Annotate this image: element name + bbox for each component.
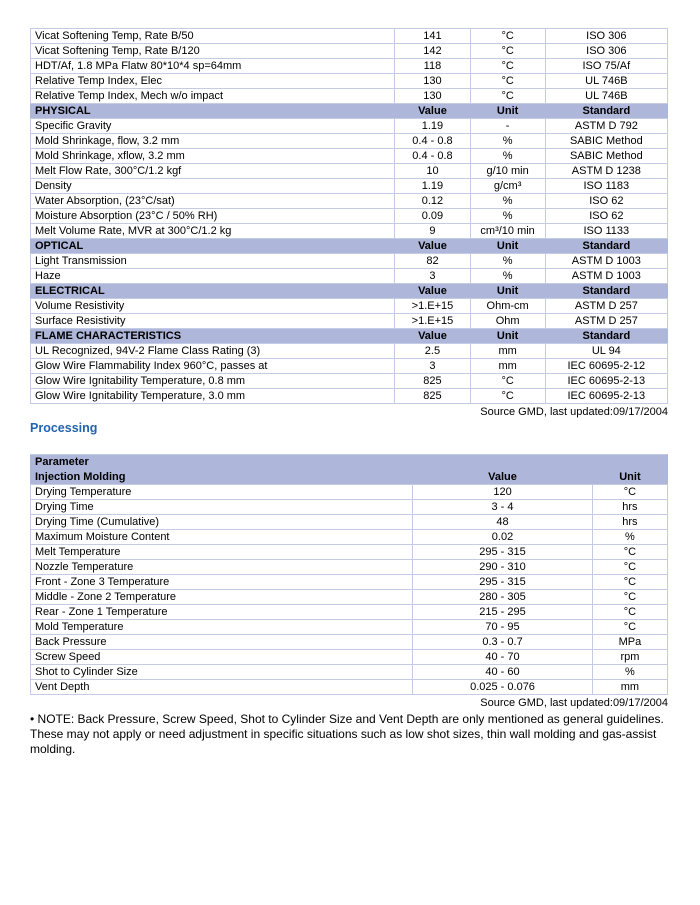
table-row: [31, 74, 668, 89]
property-value: IEC 60695-2-13: [545, 389, 667, 404]
property-name: Vicat Softening Temp, Rate B/50: [31, 29, 395, 44]
property-value: 10: [395, 164, 470, 179]
property-value: ISO 1183: [545, 179, 667, 194]
property-name: Front - Zone 3 Temperature: [31, 575, 413, 590]
property-value: 280 - 305: [413, 590, 593, 605]
table-row: [31, 374, 668, 389]
property-value: 290 - 310: [413, 560, 593, 575]
property-name: Glow Wire Flammability Index 960°C, passes at: [31, 359, 395, 374]
property-value: Ohm-cm: [470, 299, 545, 314]
property-value: °C: [592, 590, 667, 605]
column-header: Standard: [545, 104, 667, 119]
property-value: ISO 75/Af: [545, 59, 667, 74]
property-name: HDT/Af, 1.8 MPa Flatw 80*10*4 sp=64mm: [31, 59, 395, 74]
property-value: 215 - 295: [413, 605, 593, 620]
table-row: [31, 545, 668, 560]
column-header: Standard: [545, 329, 667, 344]
property-value: %: [470, 134, 545, 149]
table-row: [31, 515, 668, 530]
property-value: °C: [470, 59, 545, 74]
property-value: SABIC Method: [545, 149, 667, 164]
source-note: Source GMD, last updated:09/17/2004: [480, 406, 668, 418]
property-value: 0.4 - 0.8: [395, 134, 470, 149]
property-name: Mold Shrinkage, xflow, 3.2 mm: [31, 149, 395, 164]
property-value: IEC 60695-2-12: [545, 359, 667, 374]
property-value: SABIC Method: [545, 134, 667, 149]
table-row: [31, 530, 668, 545]
property-name: Drying Temperature: [31, 485, 413, 500]
property-value: rpm: [592, 650, 667, 665]
property-name: Drying Time: [31, 500, 413, 515]
property-name: Rear - Zone 1 Temperature: [31, 605, 413, 620]
table-row: [31, 269, 668, 284]
source-note: Source GMD, last updated:09/17/2004: [480, 697, 668, 709]
property-value: 0.025 - 0.076: [413, 680, 593, 695]
property-value: 2.5: [395, 344, 470, 359]
section-title: FLAME CHARACTERISTICS: [31, 329, 395, 344]
property-value: ISO 306: [545, 44, 667, 59]
property-name: Mold Temperature: [31, 620, 413, 635]
property-name: Glow Wire Ignitability Temperature, 3.0 mm: [31, 389, 395, 404]
section-title: OPTICAL: [31, 239, 395, 254]
property-value: 141: [395, 29, 470, 44]
property-name: Glow Wire Ignitability Temperature, 0.8 mm: [31, 374, 395, 389]
table-row: [31, 389, 668, 404]
property-value: 70 - 95: [413, 620, 593, 635]
table-row: [31, 359, 668, 374]
property-name: Maximum Moisture Content: [31, 530, 413, 545]
table-row: [31, 485, 668, 500]
table-header-row: [31, 329, 668, 344]
property-value: °C: [470, 374, 545, 389]
property-value: >1.E+15: [395, 299, 470, 314]
table-row: [31, 635, 668, 650]
property-value: mm: [470, 344, 545, 359]
property-value: 3: [395, 359, 470, 374]
property-value: %: [470, 269, 545, 284]
processing-heading: Processing: [30, 421, 98, 435]
property-name: Vicat Softening Temp, Rate B/120: [31, 44, 395, 59]
property-value: 142: [395, 44, 470, 59]
property-name: Back Pressure: [31, 635, 413, 650]
table-row: [31, 149, 668, 164]
table-row: [31, 665, 668, 680]
property-name: Nozzle Temperature: [31, 560, 413, 575]
property-value: 82: [395, 254, 470, 269]
section-title: PHYSICAL: [31, 104, 395, 119]
property-value: °C: [470, 74, 545, 89]
property-value: 130: [395, 89, 470, 104]
property-value: %: [592, 530, 667, 545]
property-value: 40 - 60: [413, 665, 593, 680]
property-value: 40 - 70: [413, 650, 593, 665]
note-text: • NOTE: Back Pressure, Screw Speed, Shot to Cylinder Size and Vent Depth are only mentioned as general guidelines. These may not apply or need adjustment in specific situations such as low shot sizes, thin wall molding and gas-assist molding.: [30, 712, 664, 756]
property-value: 3: [395, 269, 470, 284]
table-row: [31, 179, 668, 194]
property-value: Ohm: [470, 314, 545, 329]
property-value: %: [592, 665, 667, 680]
table-row: [31, 194, 668, 209]
column-header: Value: [395, 329, 470, 344]
column-header: Value: [413, 470, 593, 485]
property-value: mm: [470, 359, 545, 374]
property-value: 48: [413, 515, 593, 530]
property-value: UL 94: [545, 344, 667, 359]
property-value: g/cm³: [470, 179, 545, 194]
table-header-row: [31, 239, 668, 254]
table-row: [31, 560, 668, 575]
property-value: %: [470, 194, 545, 209]
property-value: 118: [395, 59, 470, 74]
table-row: [31, 590, 668, 605]
table-row: [31, 500, 668, 515]
property-name: Drying Time (Cumulative): [31, 515, 413, 530]
table-row: [31, 575, 668, 590]
property-name: UL Recognized, 94V-2 Flame Class Rating (3): [31, 344, 395, 359]
property-value: 0.09: [395, 209, 470, 224]
column-header: Standard: [545, 239, 667, 254]
column-header: Unit: [470, 104, 545, 119]
property-value: 120: [413, 485, 593, 500]
table-header-row: [31, 470, 668, 485]
property-value: °C: [592, 575, 667, 590]
table-row: [31, 650, 668, 665]
table-row: [31, 314, 668, 329]
table-row: [31, 344, 668, 359]
property-name: Density: [31, 179, 395, 194]
property-name: Surface Resistivity: [31, 314, 395, 329]
column-header: Unit: [470, 329, 545, 344]
property-name: Melt Flow Rate, 300°C/1.2 kgf: [31, 164, 395, 179]
section-title: Injection Molding: [31, 470, 413, 485]
property-value: 1.19: [395, 119, 470, 134]
property-name: Moisture Absorption (23°C / 50% RH): [31, 209, 395, 224]
property-name: Relative Temp Index, Mech w/o impact: [31, 89, 395, 104]
property-name: Melt Volume Rate, MVR at 300°C/1.2 kg: [31, 224, 395, 239]
property-value: MPa: [592, 635, 667, 650]
property-value: °C: [592, 620, 667, 635]
property-value: °C: [592, 560, 667, 575]
section-title: ELECTRICAL: [31, 284, 395, 299]
property-value: hrs: [592, 515, 667, 530]
table-row: [31, 119, 668, 134]
property-value: ASTM D 1238: [545, 164, 667, 179]
property-value: cm³/10 min: [470, 224, 545, 239]
property-value: g/10 min: [470, 164, 545, 179]
property-value: 0.02: [413, 530, 593, 545]
table-row: [31, 29, 668, 44]
property-value: °C: [470, 389, 545, 404]
property-value: 0.3 - 0.7: [413, 635, 593, 650]
table-row: [31, 164, 668, 179]
property-name: Specific Gravity: [31, 119, 395, 134]
property-value: %: [470, 149, 545, 164]
property-value: ISO 62: [545, 194, 667, 209]
property-value: 1.19: [395, 179, 470, 194]
property-value: °C: [592, 485, 667, 500]
property-value: IEC 60695-2-13: [545, 374, 667, 389]
table-header-row: [31, 284, 668, 299]
property-value: ASTM D 792: [545, 119, 667, 134]
property-value: ASTM D 257: [545, 299, 667, 314]
property-value: hrs: [592, 500, 667, 515]
property-name: Shot to Cylinder Size: [31, 665, 413, 680]
property-name: Light Transmission: [31, 254, 395, 269]
column-header: Value: [395, 104, 470, 119]
property-value: ASTM D 1003: [545, 269, 667, 284]
table-row: [31, 254, 668, 269]
property-value: 825: [395, 389, 470, 404]
column-header: Value: [395, 284, 470, 299]
property-name: Water Absorption, (23°C/sat): [31, 194, 395, 209]
property-name: Vent Depth: [31, 680, 413, 695]
property-value: UL 746B: [545, 74, 667, 89]
property-name: Volume Resistivity: [31, 299, 395, 314]
column-header: Unit: [470, 239, 545, 254]
column-header: Unit: [592, 470, 667, 485]
table-row: [31, 224, 668, 239]
table-row: [31, 209, 668, 224]
property-value: °C: [592, 605, 667, 620]
property-value: 130: [395, 74, 470, 89]
property-value: -: [470, 119, 545, 134]
property-value: ISO 306: [545, 29, 667, 44]
table-header-row: [31, 455, 668, 470]
property-value: 295 - 315: [413, 545, 593, 560]
property-value: °C: [470, 29, 545, 44]
property-value: 0.4 - 0.8: [395, 149, 470, 164]
property-name: Haze: [31, 269, 395, 284]
property-value: 295 - 315: [413, 575, 593, 590]
table-row: [31, 299, 668, 314]
property-value: mm: [592, 680, 667, 695]
table-row: [31, 89, 668, 104]
property-name: Screw Speed: [31, 650, 413, 665]
table-row: [31, 605, 668, 620]
property-value: ASTM D 1003: [545, 254, 667, 269]
table-row: [31, 44, 668, 59]
property-value: ISO 62: [545, 209, 667, 224]
table-header-row: [31, 104, 668, 119]
property-value: %: [470, 254, 545, 269]
property-value: °C: [470, 89, 545, 104]
table-row: [31, 134, 668, 149]
section-title: Parameter: [31, 455, 668, 470]
table-row: [31, 680, 668, 695]
property-value: ASTM D 257: [545, 314, 667, 329]
column-header: Unit: [470, 284, 545, 299]
property-name: Melt Temperature: [31, 545, 413, 560]
table-row: [31, 620, 668, 635]
property-value: °C: [470, 44, 545, 59]
column-header: Value: [395, 239, 470, 254]
property-name: Relative Temp Index, Elec: [31, 74, 395, 89]
properties-table: [30, 28, 668, 404]
property-value: 3 - 4: [413, 500, 593, 515]
property-name: Mold Shrinkage, flow, 3.2 mm: [31, 134, 395, 149]
property-value: 0.12: [395, 194, 470, 209]
property-value: °C: [592, 545, 667, 560]
property-value: %: [470, 209, 545, 224]
property-value: 9: [395, 224, 470, 239]
property-value: >1.E+15: [395, 314, 470, 329]
column-header: Standard: [545, 284, 667, 299]
property-name: Middle - Zone 2 Temperature: [31, 590, 413, 605]
property-value: ISO 1133: [545, 224, 667, 239]
table-row: [31, 59, 668, 74]
property-value: UL 746B: [545, 89, 667, 104]
property-value: 825: [395, 374, 470, 389]
processing-table: [30, 454, 668, 695]
